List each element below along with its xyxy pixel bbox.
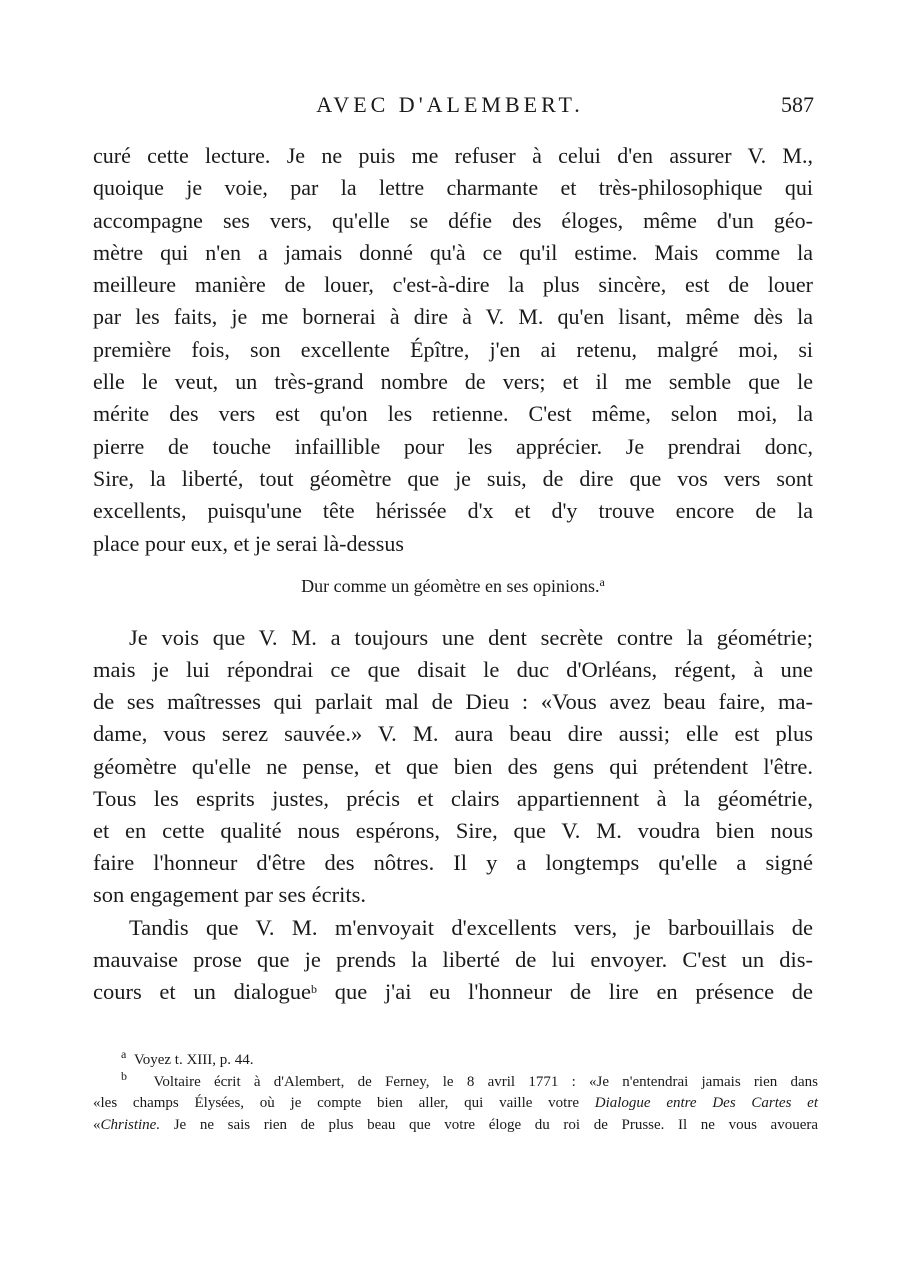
footnote-italic: Christine. <box>100 1116 161 1133</box>
footnote-text: « <box>93 1116 101 1133</box>
footnote-b-line <box>93 1093 818 1115</box>
paragraph-2 <box>93 622 813 912</box>
page-number: 587 <box>781 92 814 117</box>
text-line: première fois, son excellente Épître, j'en ai retenu, malgré moi, si <box>93 336 813 362</box>
text-line: mérite des vers est qu'on les retienne. C'est même, selon moi, la <box>93 401 813 427</box>
text-line: mais je lui répondrai ce que disait le duc d'Orléans, régent, à une <box>93 657 813 683</box>
text-line: elle le veut, un très-grand nombre de vers; et il me semble que le <box>93 369 813 395</box>
text-line: de ses maîtresses qui parlait mal de Dieu : «Vous avez beau faire, ma- <box>93 689 813 715</box>
text-line: mauvaise prose que je prends la liberté de lui envoyer. C'est un dis- <box>93 946 813 972</box>
text-line: dame, vous serez sauvée.» V. M. aura beau dire aussi; elle est plus <box>93 721 813 747</box>
text-line <box>93 976 813 1008</box>
footnote-ref-a: a <box>599 574 605 589</box>
text-line: curé cette lecture. Je ne puis me refuser à celui d'en assurer V. M., <box>93 143 813 168</box>
text-fragment: que j'ai eu l'honneur de lire en présence de <box>334 978 814 1004</box>
footnote-italic: Dialogue entre Des Cartes et <box>594 1095 819 1111</box>
footnote-b <box>93 1068 819 1094</box>
footnotes <box>93 1047 819 1136</box>
text-line: meilleure manière de louer, c'est-à-dire la plus sincère, est de louer <box>93 272 813 298</box>
main-text <box>93 140 813 1008</box>
text-line: pierre de touche infaillible pour les apprécier. Je prendrai donc, <box>93 433 813 459</box>
footnote-ref-b: b <box>311 981 318 996</box>
text-line: et en cette qualité nous espérons, Sire, que V. M. voudra bien nous <box>93 817 813 843</box>
paragraph-3 <box>93 912 813 1009</box>
verse-quote <box>93 572 813 600</box>
text-line: par les faits, je me bornerai à dire à V. M. qu'en lisant, même dès la <box>93 304 813 330</box>
text-line: Tous les esprits justes, précis et clairs appartiennent à la géométrie, <box>93 785 813 811</box>
text-line: excellents, puisqu'une tête hérissée d'x et d'y trouve encore de la <box>93 498 813 524</box>
footnote-text: «les champs Élysées, où je compte bien aller, qui vaille votre <box>93 1095 579 1111</box>
text-line: Tandis que V. M. m'envoyait d'excellents vers, je barbouillais de <box>129 914 813 940</box>
footnote-mark: b <box>121 1068 127 1083</box>
running-title: AVEC D'ALEMBERT. <box>316 92 584 117</box>
text-line: accompagne ses vers, qu'elle se défie des éloges, même d'un géo- <box>93 207 813 233</box>
text-line: géomètre qu'elle ne pense, et que bien des gens qui prétendent l'être. <box>93 753 813 779</box>
page-header <box>0 92 900 126</box>
footnote-text: Voltaire écrit à d'Alembert, de Ferney, le 8 avril 1771 : «Je n'entendrai jamais rien dans <box>153 1073 819 1090</box>
footnote-mark: a <box>121 1047 127 1061</box>
footnote-text: Voyez t. XIII, p. 44. <box>133 1052 254 1068</box>
text-line: quoique je voie, par la lettre charmante et très-philosophique qui <box>93 175 813 201</box>
text-line: mètre qui n'en a jamais donné qu'à ce qu'il estime. Mais comme la <box>93 239 813 265</box>
text-line: Je vois que V. M. a toujours une dent secrète contre la géométrie; <box>129 624 813 650</box>
footnote-a <box>93 1047 818 1072</box>
quote-text: Dur comme un géomètre en ses opinions. <box>301 575 600 596</box>
footnote-b-line <box>93 1115 818 1137</box>
text-line: faire l'honneur d'être des nôtres. Il y a longtemps qu'elle a signé <box>93 850 813 876</box>
text-line: Sire, la liberté, tout géomètre que je suis, de dire que vos vers sont <box>93 465 813 491</box>
text-line: place pour eux, et je serai là-dessus <box>93 530 404 556</box>
footnote-text: Je ne sais rien de plus beau que votre éloge du roi de Prusse. Il ne vous avouera <box>173 1116 819 1133</box>
text-line: son engagement par ses écrits. <box>93 882 367 908</box>
paragraph-1 <box>93 140 813 560</box>
text-fragment: cours et un dialogue <box>93 978 312 1004</box>
